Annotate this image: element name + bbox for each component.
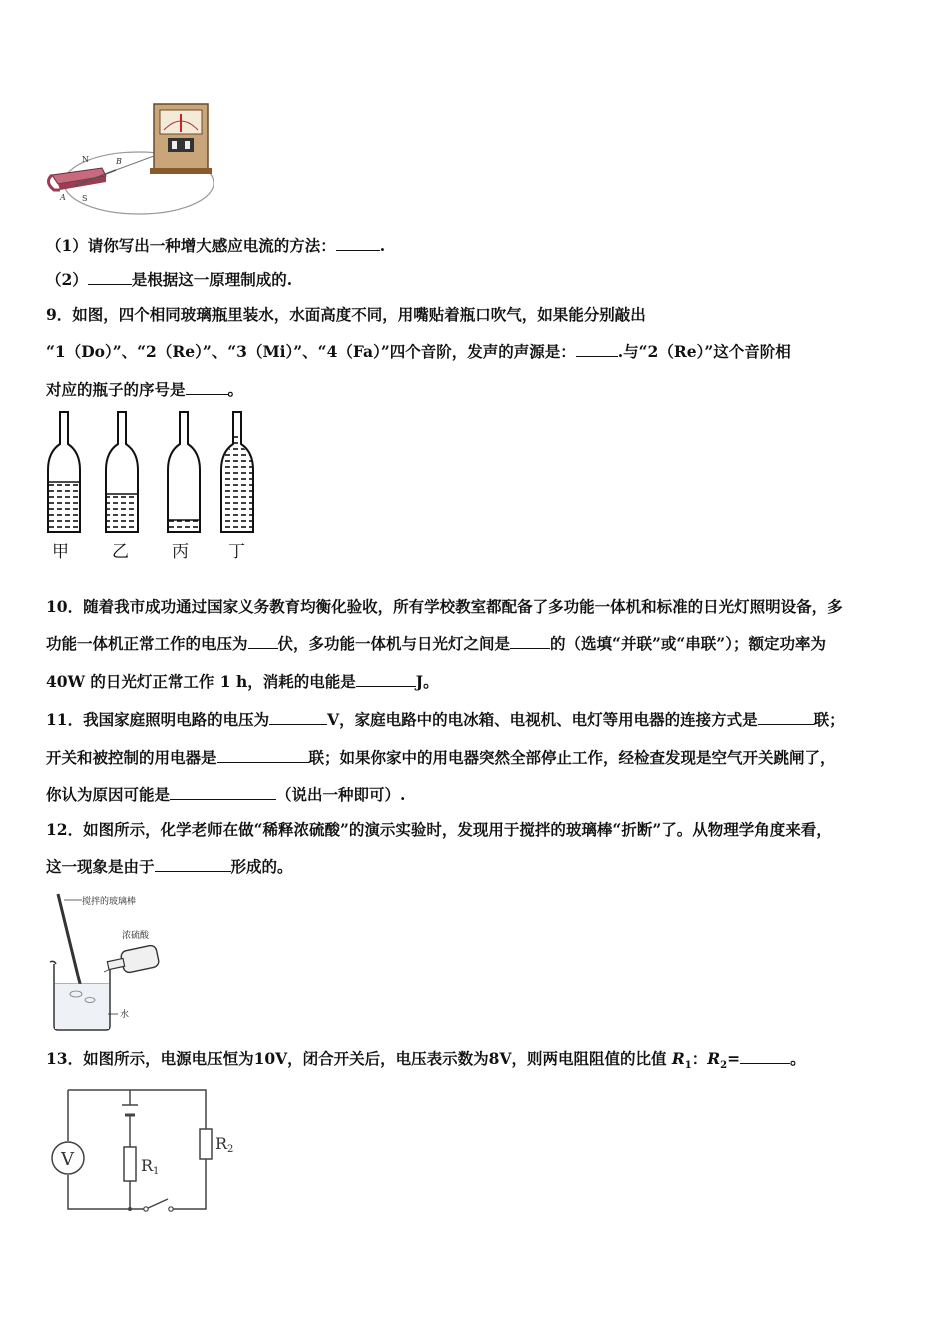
- point-b-label: B: [116, 157, 122, 166]
- bottle-yi: [106, 412, 138, 532]
- rod-label: 搅拌的玻璃棒: [82, 897, 137, 907]
- q12-line1: 12．如图所示，化学老师在做“稀释浓硫酸”的演示实验时，发现用于搅拌的玻璃棒“折断”了。从物理学角度来看，: [46, 820, 832, 839]
- q8-sub1: （1）请你写出一种增大感应电流的方法： .: [46, 236, 386, 255]
- answer-blank[interactable]: [758, 710, 814, 725]
- bottle-label-jia: 甲: [52, 542, 69, 562]
- answer-blank[interactable]: [155, 857, 231, 872]
- bottle-jia: [48, 412, 80, 532]
- water-label: 水: [120, 1010, 130, 1020]
- q12-line2: 这一现象是由于 形成的。: [46, 857, 293, 876]
- q9-line3: 对应的瓶子的序号是 。: [46, 380, 244, 399]
- q8-sub2: （2） 是根据这一原理制成的.: [46, 270, 293, 289]
- bottle-label-bing: 丙: [172, 542, 189, 562]
- bottle-bing: [168, 412, 200, 532]
- q11-line2: 开关和被控制的用电器是 联；如果你家中的用电器突然全部停止工作，经检查发现是空气开关跳闸了，: [46, 748, 836, 767]
- point-a-label: A: [60, 193, 66, 202]
- answer-blank[interactable]: [217, 748, 309, 763]
- induction-apparatus-figure: [44, 98, 214, 220]
- q10-line3: 40W 的日光灯正常工作 1 h，消耗的电能是 J。: [46, 672, 439, 691]
- voltmeter-label: V: [61, 1149, 74, 1170]
- answer-blank[interactable]: [336, 236, 380, 251]
- answer-blank[interactable]: [576, 342, 618, 357]
- r2-label: R2: [215, 1134, 234, 1155]
- answer-blank[interactable]: [356, 672, 416, 687]
- pole-s-label: S: [82, 194, 88, 203]
- answer-blank[interactable]: [186, 380, 228, 395]
- q11-line1: 11．我国家庭照明电路的电压为 V，家庭电路中的电冰箱、电视机、电灯等用电器的连接方式是 联；: [46, 710, 845, 729]
- bottle-label-ding: 丁: [228, 542, 245, 562]
- q10-line2: 功能一体机正常工作的电压为 伏，多功能一体机与日光灯之间是 的（选填“并联”或“串联”）；额定功率为: [46, 634, 826, 653]
- q9-line2: “1（Do）”、“2（Re）”、“3（Mi）”、“4（Fa）”四个音阶，发声的声源是： .与“2（Re）”这个音阶相: [46, 342, 791, 361]
- answer-blank[interactable]: [510, 634, 550, 649]
- q11-line3: 你认为原因可能是 （说出一种即可）.: [46, 785, 406, 804]
- pole-n-label: N: [82, 155, 89, 164]
- answer-blank[interactable]: [248, 634, 278, 649]
- acid-label: 浓硫酸: [122, 931, 150, 941]
- answer-blank[interactable]: [88, 270, 132, 285]
- bottle-label-yi: 乙: [112, 542, 129, 562]
- q9-line1: 9．如图，四个相同玻璃瓶里装水，水面高度不同，用嘴贴着瓶口吹气，如果能分别敲出: [46, 305, 646, 324]
- r1-label: R1: [141, 1156, 160, 1177]
- answer-blank[interactable]: [740, 1049, 790, 1064]
- answer-blank[interactable]: [269, 710, 327, 725]
- bottle-ding: [221, 412, 253, 532]
- q13-line1: 13．如图所示，电源电压恒为10V，闭合开关后，电压表示数为8V，则两电阻阻值的比值 $R_1$：$R_2=$ 。: [46, 1049, 806, 1072]
- circuit-figure: [44, 1085, 244, 1220]
- answer-blank[interactable]: [170, 785, 276, 800]
- q10-line1: 10．随着我市成功通过国家义务教育均衡化验收，所有学校教室都配备了多功能一体机和标准的日光灯照明设备，多: [46, 597, 843, 616]
- beaker-figure: [44, 890, 204, 1035]
